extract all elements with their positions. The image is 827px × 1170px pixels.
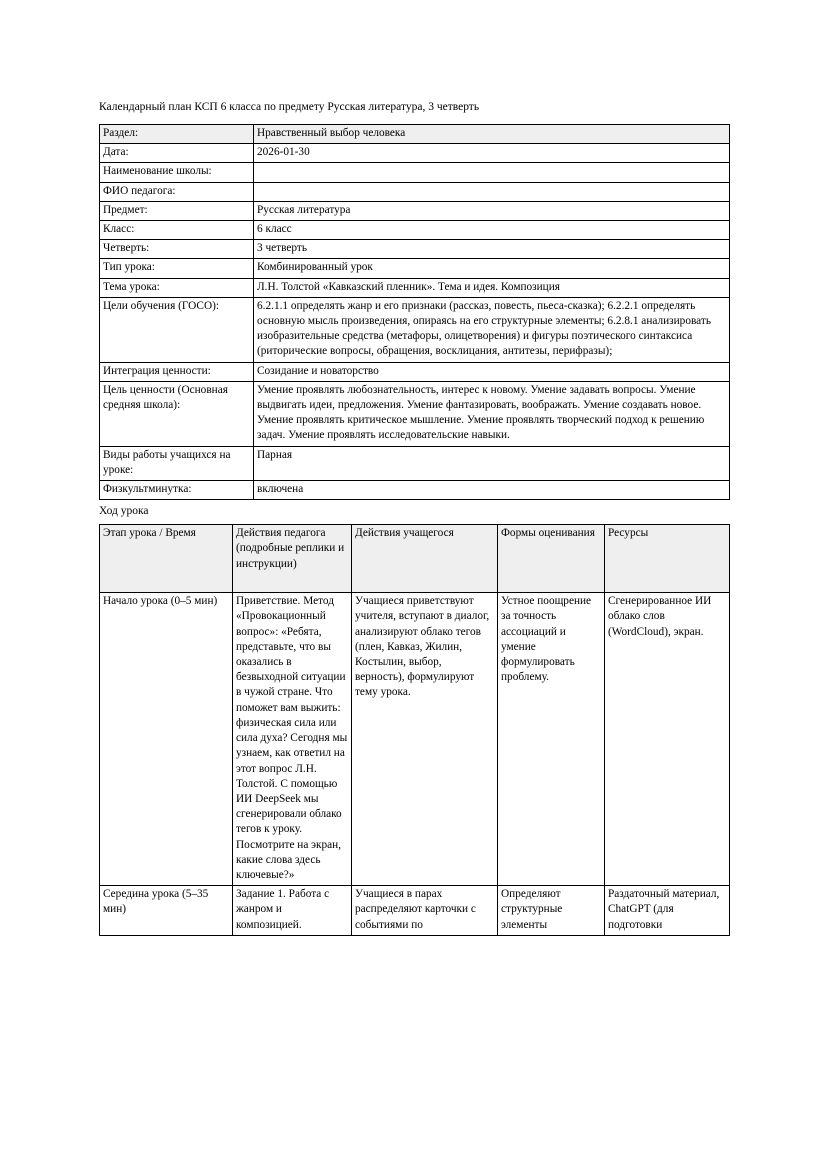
table-row xyxy=(100,297,730,362)
info-value: Комбинированный урок xyxy=(254,259,730,278)
info-value: Парная xyxy=(254,446,730,480)
cell-student-actions: Учащиеся в парах распределяют карточки с событиями по xyxy=(352,886,498,936)
info-label: ФИО педагога: xyxy=(100,182,254,201)
table-row xyxy=(100,362,730,381)
table-row xyxy=(100,381,730,446)
column-header-student-actions: Действия учащегося xyxy=(352,525,498,593)
table-row xyxy=(100,125,730,144)
cell-student-actions: Учащиеся приветствуют учителя, вступают в диалог, анализируют облако тегов (плен, Кавказ, Жилин, Костылин, выбор, верность), формулируют тему урока. xyxy=(352,593,498,886)
table-header-row xyxy=(100,525,730,593)
info-label: Интеграция ценности: xyxy=(100,362,254,381)
info-label: Физкультминутка: xyxy=(100,481,254,500)
info-value: 2026-01-30 xyxy=(254,144,730,163)
info-value: Нравственный выбор человека xyxy=(254,125,730,144)
cell-assessment: Определяют структурные элементы xyxy=(498,886,605,936)
info-label: Наименование школы: xyxy=(100,163,254,182)
info-value: Русская литература xyxy=(254,201,730,220)
cell-teacher-actions: Приветствие. Метод «Провокационный вопрос»: «Ребята, представьте, что вы оказались в безвыходной ситуации в чужой стране. Что поможет вам выжить: физическая сила или сила духа? Сегодня мы узнаем, как ответил на этот вопрос Л.Н. Толстой. С помощью ИИ DeepSeek мы сгенерировали облако тегов к уроку. Посмотрите на экран, какие слова здесь ключевые?» xyxy=(233,593,352,886)
info-value xyxy=(254,163,730,182)
cell-stage: Начало урока (0–5 мин) xyxy=(100,593,233,886)
cell-teacher-actions: Задание 1. Работа с жанром и композицией. xyxy=(233,886,352,936)
cell-resources: Сгенерированное ИИ облако слов (WordCloud), экран. xyxy=(605,593,730,886)
info-value: 6.2.1.1 определять жанр и его признаки (рассказ, повесть, пьеса-сказка); 6.2.2.1 определять основную мысль произведения, опираясь на его структурные элементы; 6.2.8.1 анализировать изобразительные средства (метафоры, олицетворения) и фигуры поэтического синтаксиса (риторические вопросы, обращения, восклицания, антитезы, перифразы); xyxy=(254,297,730,362)
info-value: 3 четверть xyxy=(254,240,730,259)
lesson-flow-header xyxy=(100,525,730,593)
lesson-flow-table xyxy=(99,524,730,935)
info-label: Цели обучения (ГОСО): xyxy=(100,297,254,362)
lesson-flow-body xyxy=(100,593,730,935)
lesson-info-body xyxy=(100,125,730,500)
info-label: Тема урока: xyxy=(100,278,254,297)
table-row xyxy=(100,182,730,201)
info-label: Тип урока: xyxy=(100,259,254,278)
table-row xyxy=(100,201,730,220)
column-header-resources: Ресурсы xyxy=(605,525,730,593)
cell-resources: Раздаточный материал, ChatGPT (для подготовки xyxy=(605,886,730,936)
column-header-assessment: Формы оценивания xyxy=(498,525,605,593)
lesson-flow-heading: Ход урока xyxy=(99,505,149,518)
table-row xyxy=(100,278,730,297)
info-label: Цель ценности (Основная средняя школа): xyxy=(100,381,254,446)
document-content xyxy=(99,100,729,936)
lesson-info-table xyxy=(99,124,730,500)
table-row xyxy=(100,446,730,480)
table-row xyxy=(100,481,730,500)
info-label: Раздел: xyxy=(100,125,254,144)
info-value: Умение проявлять любознательность, интерес к новому. Умение задавать вопросы. Умение выдвигать идеи, предложения. Умение фантазировать, воображать. Умение создавать новое. Умение проявлять критическое мышление. Умение проявлять творческий подход к решению задач. Умение проявлять исследовательские навыки. xyxy=(254,381,730,446)
info-value xyxy=(254,182,730,201)
info-label: Класс: xyxy=(100,221,254,240)
cell-stage: Середина урока (5–35 мин) xyxy=(100,886,233,936)
table-row xyxy=(100,259,730,278)
page-title: Календарный план КСП 6 класса по предмету Русская литература, 3 четверть xyxy=(99,101,480,113)
column-header-teacher-actions: Действия педагога (подробные реплики и инструкции) xyxy=(233,525,352,593)
info-value: 6 класс xyxy=(254,221,730,240)
table-row xyxy=(100,163,730,182)
info-value: Созидание и новаторство xyxy=(254,362,730,381)
info-value: Л.Н. Толстой «Кавказский пленник». Тема и идея. Композиция xyxy=(254,278,730,297)
cell-assessment: Устное поощрение за точность ассоциаций и умение формулировать проблему. xyxy=(498,593,605,886)
table-row xyxy=(100,593,730,886)
column-header-stage: Этап урока / Время xyxy=(100,525,233,593)
info-label: Дата: xyxy=(100,144,254,163)
info-value: включена xyxy=(254,481,730,500)
table-row xyxy=(100,240,730,259)
info-label: Четверть: xyxy=(100,240,254,259)
table-row xyxy=(100,144,730,163)
info-label: Предмет: xyxy=(100,201,254,220)
table-row xyxy=(100,221,730,240)
table-row xyxy=(100,886,730,936)
info-label: Виды работы учащихся на уроке: xyxy=(100,446,254,480)
